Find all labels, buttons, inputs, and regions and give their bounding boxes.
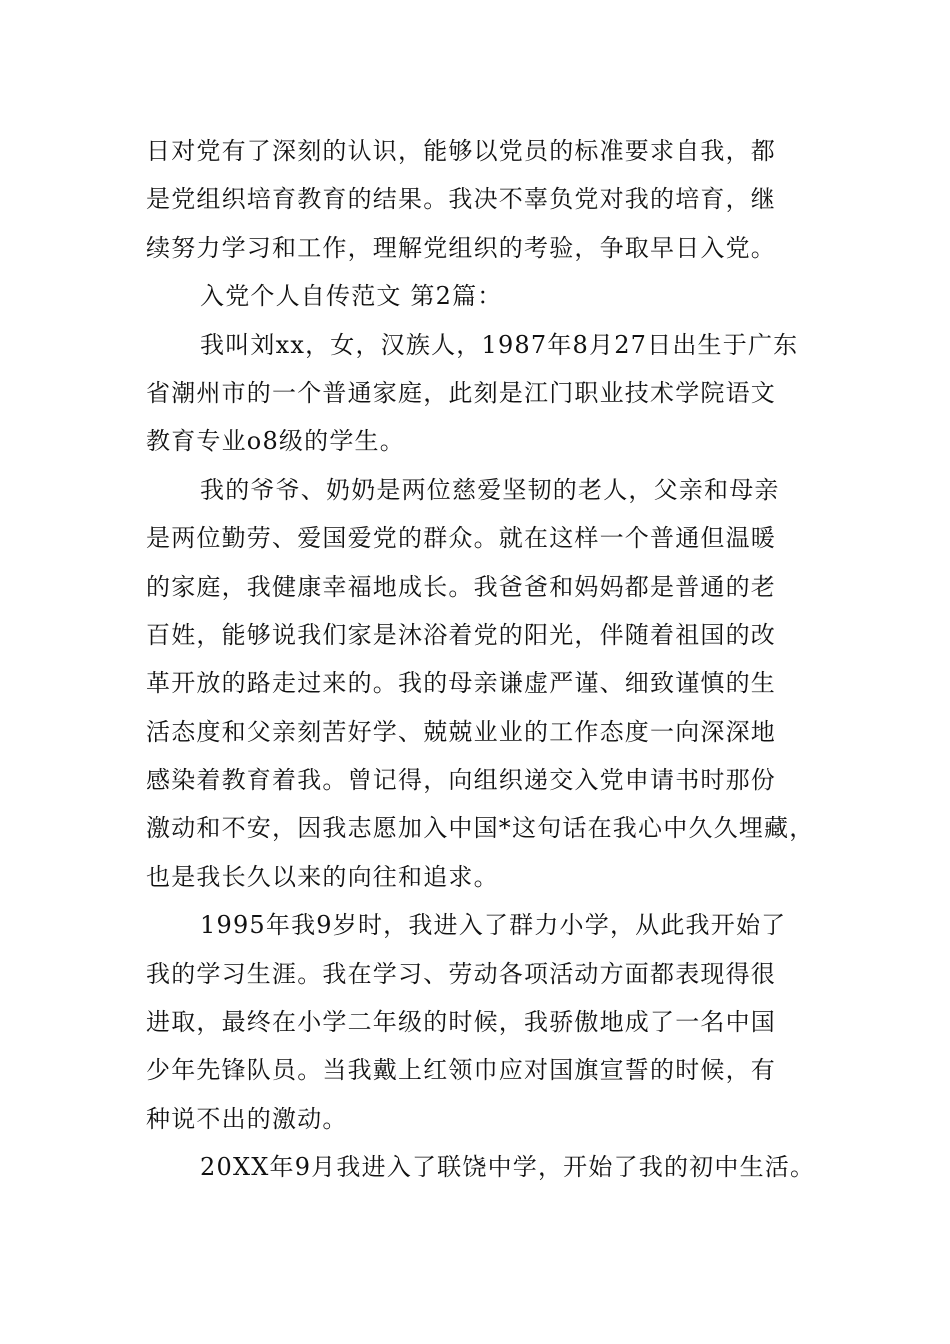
text-line: 的家庭，我健康幸福地成长。我爸爸和妈妈都是普通的老 — [146, 572, 776, 601]
text-line: 我的爷爷、奶奶是两位慈爱坚韧的老人，父亲和母亲 — [200, 475, 780, 504]
text-line: 续努力学习和工作，理解党组织的考验，争取早日入党。 — [146, 233, 776, 262]
section-heading: 入党个人自传范文 第2篇： — [200, 282, 503, 311]
document-body — [146, 127, 836, 1192]
text-line: 教育专业o8级的学生。 — [146, 427, 405, 456]
text-line: 是党组织培育教育的结果。我决不辜负党对我的培育，继 — [146, 185, 776, 214]
text-line: 少年先锋队员。当我戴上红领巾应对国旗宣誓的时候，有 — [146, 1056, 776, 1085]
text-line: 进取，最终在小学二年级的时候，我骄傲地成了一名中国 — [146, 1008, 776, 1037]
text-line: 也是我长久以来的向往和追求。 — [146, 862, 499, 891]
text-line: 1995年我9岁时，我进入了群力小学，从此我开始了 — [200, 911, 787, 940]
text-line: 百姓，能够说我们家是沐浴着党的阳光，伴随着祖国的改 — [146, 620, 776, 649]
text-line: 种说不出的激动。 — [146, 1104, 348, 1133]
text-line: 活态度和父亲刻苦好学、兢兢业业的工作态度一向深深地 — [146, 717, 776, 746]
text-line: 20XX年9月我进入了联饶中学，开始了我的初中生活。 — [200, 1153, 816, 1182]
text-line: 日对党有了深刻的认识，能够以党员的标准要求自我，都 — [146, 137, 776, 165]
text-line: 我的学习生涯。我在学习、劳动各项活动方面都表现得很 — [146, 959, 776, 988]
text-line: 我叫刘xx，女，汉族人，1987年8月27日出生于广东 — [200, 330, 799, 359]
text-line: 省潮州市的一个普通家庭，此刻是江门职业技术学院语文 — [146, 378, 776, 407]
text-line: 感染着教育着我。曾记得，向组织递交入党申请书时那份 — [146, 766, 776, 795]
text-line: 革开放的路走过来的。我的母亲谦虚严谨、细致谨慎的生 — [146, 669, 776, 698]
text-line: 是两位勤劳、爱国爱党的群众。就在这样一个普通但温暖 — [146, 524, 776, 553]
text-line: 激动和不安，因我志愿加入中国*这句话在我心中久久埋藏， — [146, 814, 815, 843]
